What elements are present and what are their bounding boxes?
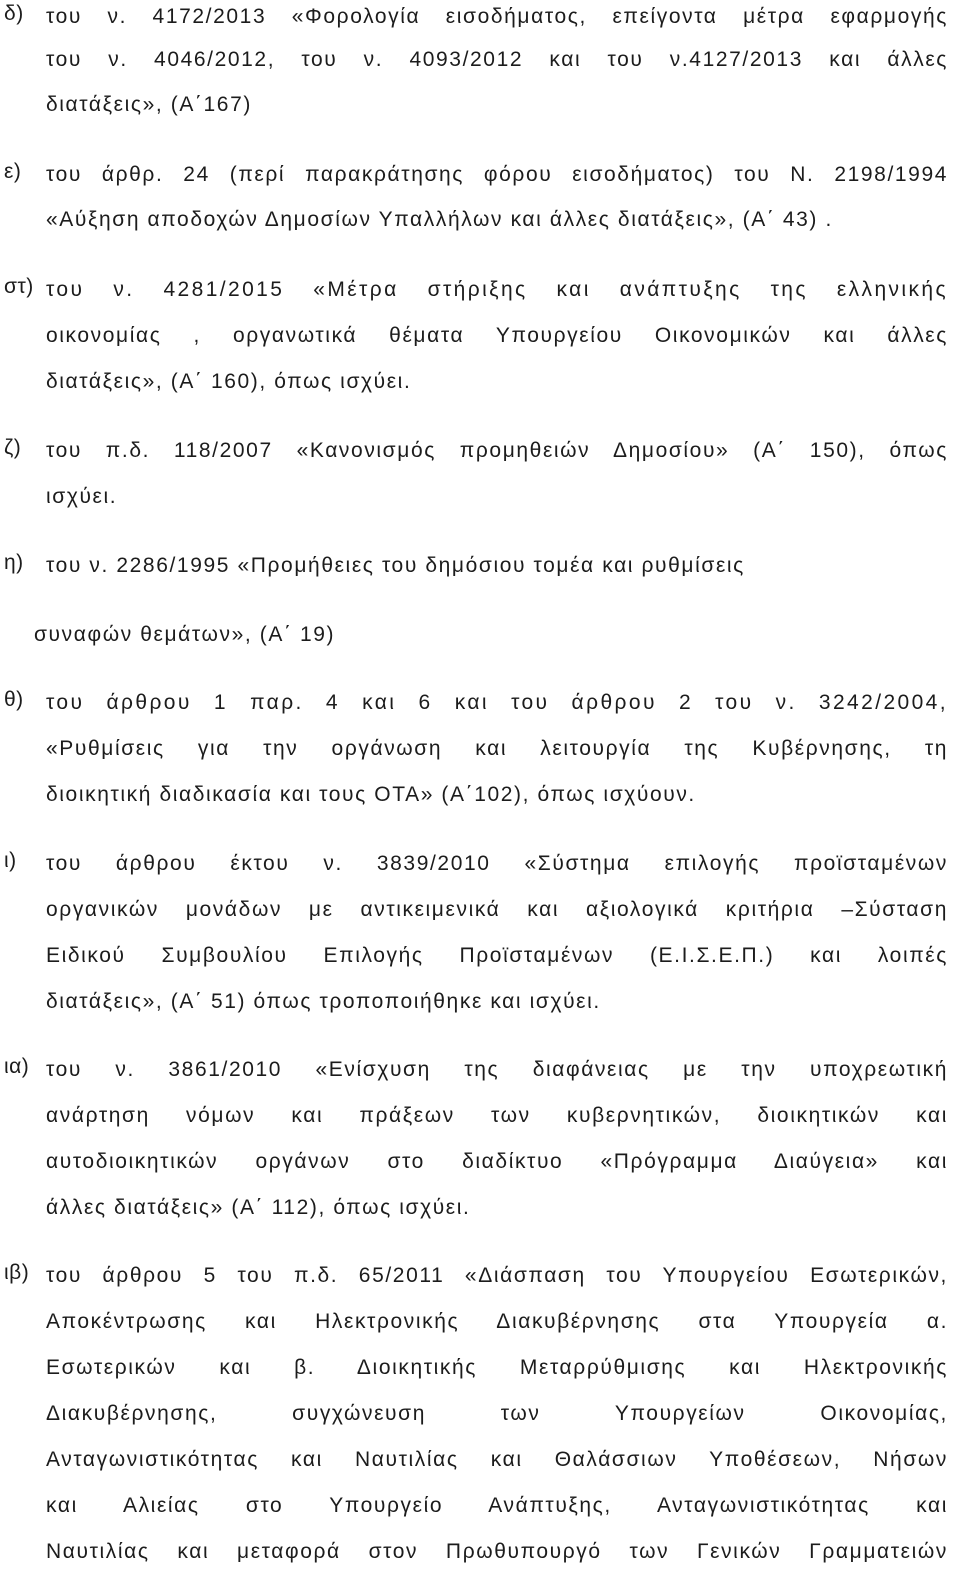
item-marker: θ) <box>4 688 24 711</box>
item-line: του άρθρου έκτου ν. 3839/2010 «Σύστημα επιλογής προϊσταμένων <box>46 852 948 875</box>
item-line: οικονομίας , οργανωτικά θέματα Υπουργείου Οικονομικών και άλλες <box>46 324 948 347</box>
item-line: και Αλιείας στο Υπουργείο Ανάπτυξης, Ανταγωνιστικότητας και <box>46 1494 948 1517</box>
item-line: διατάξεις», (Α΄ 51) όπως τροποποιήθηκε και ισχύει. <box>46 990 601 1013</box>
item-line: διοικητική διαδικασία και τους ΟΤΑ» (Α΄102), όπως ισχύουν. <box>46 783 696 806</box>
item-marker: ι) <box>4 849 17 872</box>
item-line: ισχύει. <box>46 485 118 508</box>
item-line: Ειδικού Συμβουλίου Επιλογής Προϊσταμένων (Ε.Ι.Σ.Ε.Π.) και λοιπές <box>46 944 948 967</box>
item-line: διατάξεις», (Α΄167) <box>46 93 252 116</box>
item-line: «Ρυθμίσεις για την οργάνωση και λειτουργία της Κυβέρνησης, τη <box>46 737 948 760</box>
item-line: ανάρτηση νόμων και πράξεων των κυβερνητικών, διοικητικών και <box>46 1104 948 1127</box>
item-line: «Αύξηση αποδοχών Δημοσίων Υπαλλήλων και άλλες διατάξεις», (Α΄ 43) . <box>46 208 833 231</box>
item-line: του άρθρ. 24 (περί παρακράτησης φόρου εισοδήματος) του Ν. 2198/1994 <box>46 163 948 186</box>
item-line: αυτοδιοικητικών οργάνων στο διαδίκτυο «Πρόγραμμα Διαύγεια» και <box>46 1150 948 1173</box>
item-marker: ζ) <box>4 436 22 459</box>
item-line: του άρθρου 5 του π.δ. 65/2011 «Διάσπαση του Υπουργείου Εσωτερικών, <box>46 1264 948 1287</box>
item-marker: δ) <box>4 2 24 25</box>
item-line: του ν. 2286/1995 «Προμήθειες του δημόσιου τομέα και ρυθμίσεις <box>46 554 745 577</box>
item-line: του ν. 3861/2010 «Ενίσχυση της διαφάνειας με την υποχρεωτική <box>46 1058 948 1081</box>
item-line: άλλες διατάξεις» (Α΄ 112), όπως ισχύει. <box>46 1196 471 1219</box>
item-line: Ανταγωνιστικότητας και Ναυτιλίας και Θαλάσσιων Υποθέσεων, Νήσων <box>46 1448 948 1471</box>
item-line: του ν. 4046/2012, του ν. 4093/2012 και του ν.4127/2013 και άλλες <box>46 48 948 71</box>
item-line: του π.δ. 118/2007 «Κανονισμός προμηθειών Δημοσίου» (Α΄ 150), όπως <box>46 439 948 462</box>
item-marker: ια) <box>4 1055 30 1078</box>
item-line: Εσωτερικών και β. Διοικητικής Μεταρρύθμισης και Ηλεκτρονικής <box>46 1356 948 1379</box>
item-line: Ναυτιλίας και μεταφορά στον Πρωθυπουργό των Γενικών Γραμματειών <box>46 1540 948 1563</box>
item-line: του άρθρου 1 παρ. 4 και 6 και του άρθρου 2 του ν. 3242/2004, <box>46 691 948 714</box>
item-line: Διακυβέρνησης, συγχώνευση των Υπουργείων Οικονομίας, <box>46 1402 948 1425</box>
item-line: συναφών θεμάτων», (Α΄ 19) <box>34 623 336 646</box>
item-marker: ε) <box>4 160 22 183</box>
item-line: του ν. 4172/2013 «Φορολογία εισοδήματος, επείγοντα μέτρα εφαρμογής <box>46 5 948 28</box>
item-marker: η) <box>4 551 24 574</box>
item-line: οργανικών μονάδων με αντικειμενικά και αξιολογικά κριτήρια –Σύσταση <box>46 898 948 921</box>
item-marker: ιβ) <box>4 1261 30 1284</box>
item-line: διατάξεις», (Α΄ 160), όπως ισχύει. <box>46 370 412 393</box>
item-line: του ν. 4281/2015 «Μέτρα στήριξης και ανάπτυξης της ελληνικής <box>46 278 948 301</box>
item-line: Αποκέντρωσης και Ηλεκτρονικής Διακυβέρνησης στα Υπουργεία α. <box>46 1310 948 1333</box>
item-marker: στ) <box>4 275 34 298</box>
